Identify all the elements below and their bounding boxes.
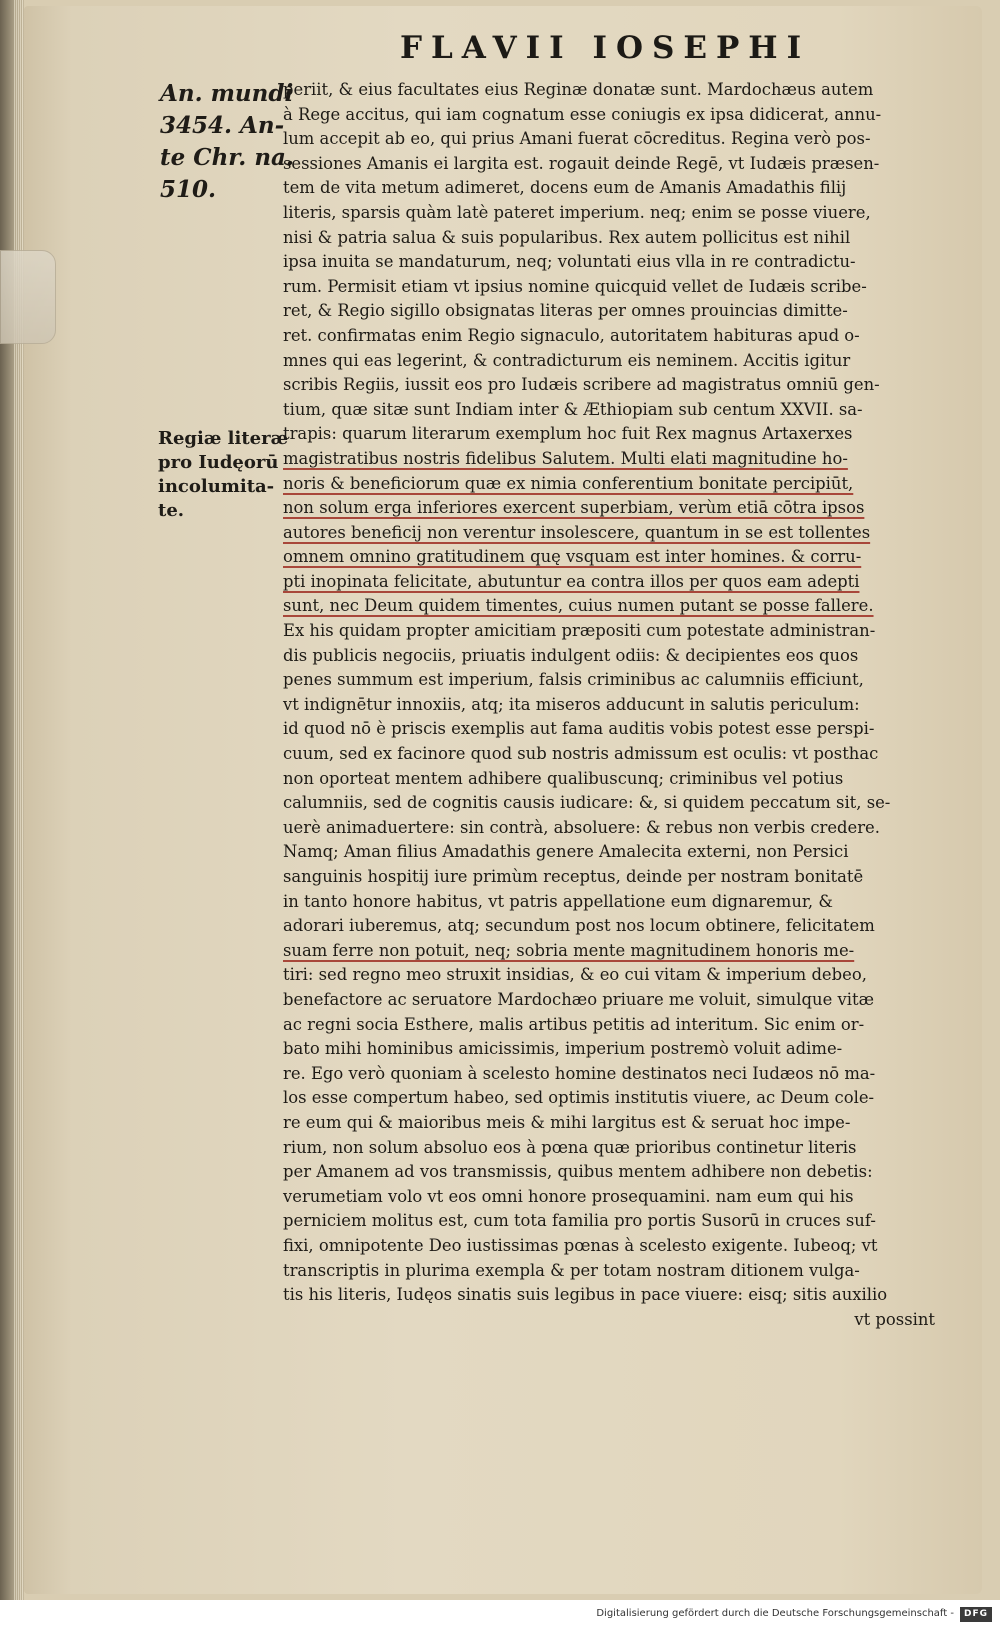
body-line: perniciem molitus est, cum tota familia pro portis Susorū in cruces suf- bbox=[283, 1211, 876, 1231]
body-line: re. Ego verò quoniam à scelesto homine destinatos neci Iudæos nō ma- bbox=[283, 1063, 876, 1083]
marginal-subject-note bbox=[158, 427, 288, 523]
body-line: literis, sparsis quàm latè pateret imperium. neq; enim se posse viuere, bbox=[283, 202, 871, 222]
paper-tab-marker bbox=[0, 250, 56, 344]
marginal-line: An. mundi bbox=[160, 80, 294, 107]
body-line: vt indignētur innoxiis, atq; ita miseros adducunt in salutis periculum: bbox=[283, 694, 860, 714]
body-line: adorari iuberemus, atq; secundum post nos locum obtinere, felicitatem bbox=[283, 916, 875, 936]
footer-bar bbox=[0, 1604, 1000, 1628]
marginal-line: Regiæ literæ bbox=[158, 428, 289, 449]
marginal-line: te Chr. na. bbox=[160, 144, 294, 171]
dfg-logo: DFG bbox=[960, 1607, 992, 1622]
body-line-underlined: suam ferre non potuit, neq; sobria mente magnitudinem honoris me- bbox=[283, 940, 855, 960]
body-line: tis his literis, Iudęos sinatis suis legibus in pace viuere: eisq; sitis auxilio bbox=[283, 1285, 888, 1305]
marginal-line: pro Iudęorū bbox=[158, 452, 279, 473]
marginal-line: 3454. An- bbox=[160, 112, 285, 139]
body-line: benefactore ac seruatore Mardochæo priuare me voluit, simulque vitæ bbox=[283, 989, 874, 1009]
body-line: sessiones Amanis ei largita est. rogauit deinde Regē, vt Iudæis præsen- bbox=[283, 153, 880, 173]
funding-credit: Digitalisierung gefördert durch die Deutsche Forschungsgemeinschaft - bbox=[596, 1608, 954, 1619]
body-line-underlined: noris & beneficiorum quæ ex nimia conferentium bonitate percipiūt, bbox=[283, 473, 854, 493]
body-line: cuum, sed ex facinore quod sub nostris admissum est oculis: vt posthac bbox=[283, 744, 879, 764]
body-line-underlined: non solum erga inferiores exercent superbiam, verùm etiā cōtra ipsos bbox=[283, 498, 865, 518]
body-line: tiri: sed regno meo struxit insidias, & eo cui vitam & imperium debeo, bbox=[283, 965, 867, 985]
body-line: fixi, omnipotente Deo iustissimas pœnas à scelesto exigente. Iubeoq; vt bbox=[283, 1235, 878, 1255]
body-line-underlined: autores beneficij non verentur insolescere, quantum in se est tollentes bbox=[283, 522, 871, 542]
body-text bbox=[283, 78, 943, 1332]
body-line: uerè animaduertere: sin contrà, absoluere: & rebus non verbis credere. bbox=[283, 817, 880, 837]
body-line: Ex his quidam propter amicitiam præpositi cum potestate administran- bbox=[283, 621, 876, 641]
body-line-underlined: sunt, nec Deum quidem timentes, cuius numen putant se posse fallere. bbox=[283, 596, 874, 616]
body-line: per Amanem ad vos transmissis, quibus mentem adhibere non debetis: bbox=[283, 1162, 873, 1182]
catchword: vt possint bbox=[854, 1309, 935, 1329]
body-line: sanguinis hospitij iure primùm receptus, deinde per nostram bonitatē bbox=[283, 867, 864, 886]
marginal-line: incolumita- bbox=[158, 476, 275, 497]
body-line: los esse compertum habeo, sed optimis institutis viuere, ac Deum cole- bbox=[283, 1088, 875, 1108]
body-line: in tanto honore habitus, vt patris appellatione eum dignaremur, & bbox=[283, 891, 833, 911]
body-line: à Rege accitus, qui iam cognatum esse coniugis ex ipsa didicerat, annu- bbox=[283, 104, 882, 124]
marginal-line: te. bbox=[158, 500, 185, 521]
body-line: tem de vita metum adimeret, docens eum de Amanis Amadathis filij bbox=[283, 178, 847, 198]
body-line: ac regni socia Esthere, malis artibus petitis ad interitum. Sic enim or- bbox=[283, 1014, 865, 1034]
marginal-year-note bbox=[160, 78, 294, 206]
body-line: rium, non solum absoluo eos à pœna quæ prioribus continetur literis bbox=[283, 1137, 857, 1157]
body-line: nisi & patria salua & suis popularibus. Rex autem pollicitus est nihil bbox=[283, 227, 851, 247]
body-line: id quod nō è priscis exemplis aut fama auditis vobis potest esse perspi- bbox=[283, 719, 875, 739]
page-edges bbox=[14, 0, 24, 1600]
body-line: non oporteat mentem adhibere qualibuscunq; criminibus vel potius bbox=[283, 768, 844, 788]
body-line-underlined: magistratibus nostris fidelibus Salutem. Multi elati magnitudine ho- bbox=[283, 448, 848, 468]
body-line: periit, & eius facultates eius Reginæ donatæ sunt. Mardochæus autem bbox=[283, 80, 874, 99]
body-line: calumniis, sed de cognitis causis iudicare: &, si quidem peccatum sit, se- bbox=[283, 793, 891, 813]
body-line-underlined: pti inopinata felicitate, abutuntur ea contra illos per quos eam adepti bbox=[283, 571, 860, 591]
body-line: verumetiam volo vt eos omni honore prosequamini. nam eum qui his bbox=[283, 1186, 854, 1206]
body-line: re eum qui & maioribus meis & mihi largitus est & seruat hoc impe- bbox=[283, 1112, 851, 1132]
body-line: scribis Regiis, iussit eos pro Iudæis scribere ad magistratus omniū gen- bbox=[283, 375, 880, 395]
running-head: FLAVII IOSEPHI bbox=[400, 30, 811, 66]
body-line: dis publicis negociis, priuatis indulgent odiis: & decipientes eos quos bbox=[283, 645, 859, 665]
marginal-line: 510. bbox=[160, 176, 217, 203]
body-line: transcriptis in plurima exempla & per totam nostram ditionem vulga- bbox=[283, 1260, 860, 1280]
body-line: bato mihi hominibus amicissimis, imperium postremò voluit adime- bbox=[283, 1039, 843, 1059]
body-line: ret. confirmatas enim Regio signaculo, autoritatem habituras apud o- bbox=[283, 325, 860, 345]
body-line: ipsa inuita se mandaturum, neq; voluntati eius vlla in re contradictu- bbox=[283, 252, 856, 272]
body-line: ret, & Regio sigillo obsignatas literas per omnes prouincias dimitte- bbox=[283, 301, 848, 321]
body-line: lum accepit ab eo, qui prius Amani fuerat cōcreditus. Regina verò pos- bbox=[283, 129, 871, 149]
body-line: rum. Permisit etiam vt ipsius nomine quicquid vellet de Iudæis scribe- bbox=[283, 276, 867, 296]
body-line: tium, quæ sitæ sunt Indiam inter & Æthiopiam sub centum XXVII. sa- bbox=[283, 399, 863, 419]
body-line: penes summum est imperium, falsis criminibus ac calumniis efficiunt, bbox=[283, 670, 864, 690]
body-line: trapis: quarum literarum exemplum hoc fuit Rex magnus Artaxerxes bbox=[283, 424, 853, 444]
body-line: Namq; Aman filius Amadathis genere Amalecita externi, non Persici bbox=[283, 842, 849, 862]
body-line: mnes qui eas legerint, & contradicturum eis neminem. Accitis igitur bbox=[283, 350, 851, 370]
body-line-underlined: omnem omnino gratitudinem quę vsquam est inter homines. & corru- bbox=[283, 547, 862, 567]
